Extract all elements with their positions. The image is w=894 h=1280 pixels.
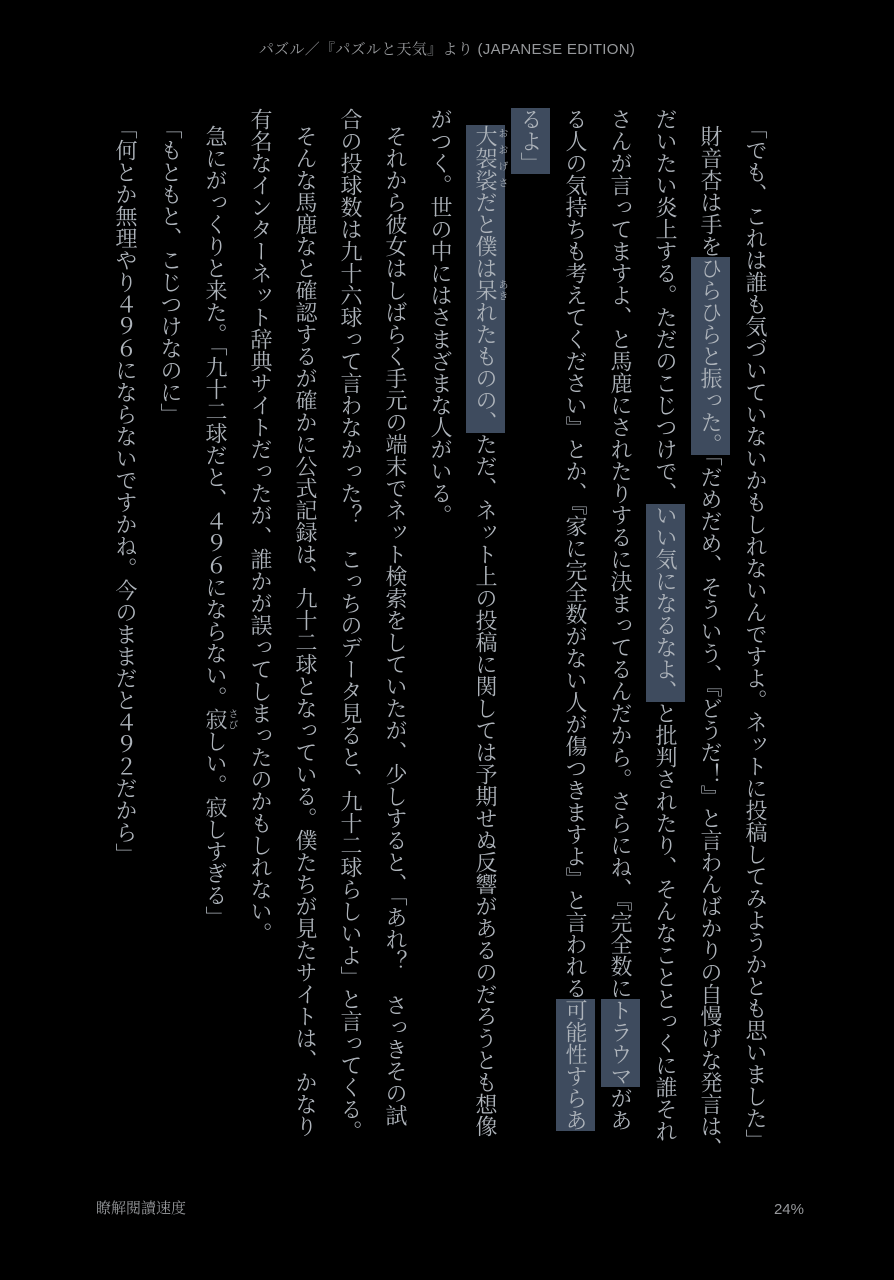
highlighted-text[interactable]: 呆あき bbox=[466, 279, 505, 301]
highlighted-text[interactable]: れたものの、 bbox=[466, 301, 505, 433]
reading-page[interactable] bbox=[96, 108, 778, 1164]
highlighted-text[interactable]: トラウマ bbox=[601, 999, 640, 1087]
text-segment: 「でも、これは誰も気づいていないかもしれないんですよ。ネットに投稿してみようかとも思いました」 bbox=[743, 116, 768, 1151]
text-segment: しい。寂しすぎる」 bbox=[203, 729, 228, 928]
text-column bbox=[328, 108, 373, 1164]
text-column bbox=[418, 108, 463, 1164]
highlighted-text[interactable]: るよ」 bbox=[511, 108, 550, 174]
text-column bbox=[643, 108, 688, 1164]
text-segment: 「だめだめ、そういう、『どうだ！』と言わんばかりの自慢げな発言は、 bbox=[698, 454, 723, 1159]
highlighted-text[interactable]: いい気になるなよ、 bbox=[646, 504, 685, 702]
highlighted-text[interactable]: 大袈裟おおげさ bbox=[466, 125, 505, 191]
text-segment: と批判されたり、そんなこととっくに誰それ bbox=[653, 702, 678, 1142]
text-column bbox=[553, 108, 598, 1164]
text-segment: それから彼女はしばらく手元の端末でネット検索をしていたが、少しすると、「あれ？ さっきその試 bbox=[383, 124, 408, 1126]
reading-speed-label: 瞭解閱讀速度 bbox=[96, 1200, 187, 1217]
text-segment: 有名なインターネット辞典サイトだったが、誰かが誤ってしまったのかもしれない。 bbox=[248, 108, 273, 944]
text-segment: 寂さび bbox=[203, 707, 237, 730]
text-segment: 「何とか無理やり４９６にならないですかね。今のままだと４９２だから」 bbox=[113, 116, 138, 865]
text-column bbox=[193, 108, 238, 1164]
text-column bbox=[598, 108, 643, 1164]
highlighted-text[interactable]: だと僕は bbox=[466, 191, 505, 279]
progress-percent: 24% bbox=[773, 1201, 804, 1218]
text-segment: 財音杏は手を bbox=[698, 124, 723, 257]
text-segment: 「もともと、こじつけなのに」 bbox=[158, 116, 183, 425]
text-column bbox=[238, 108, 283, 1164]
text-column bbox=[148, 108, 193, 1164]
text-column bbox=[733, 108, 778, 1164]
text-segment: る人の気持ちも考えてください』とか、『家に完全数がない人が傷つきますよ』と言われる bbox=[563, 108, 588, 999]
text-column bbox=[508, 108, 553, 1164]
book-title-header: パズル／『パズルと天気』より (JAPANESE EDITION) bbox=[258, 41, 636, 58]
highlighted-text[interactable]: ひらひらと振った。 bbox=[691, 257, 730, 455]
text-column bbox=[103, 108, 148, 1164]
text-segment: がつく。世の中にはさまざまな人がいる。 bbox=[428, 108, 453, 526]
text-segment: だいたい炎上する。ただのこじつけで、 bbox=[653, 108, 678, 504]
text-segment: 急にがっくりと来た。「九十二球だと、４９６にならない。 bbox=[203, 124, 228, 708]
text-segment: さんが言ってますよ、と馬鹿にされたりするに決まってるんだから。さらにね、『完全数に bbox=[608, 108, 633, 999]
text-column bbox=[373, 108, 418, 1164]
text-segment: があ bbox=[608, 1087, 633, 1131]
highlighted-text[interactable]: 可能性すらあ bbox=[556, 999, 595, 1131]
text-segment: 合の投球数は九十六球って言わなかった？ こっちのデータ見ると、九十二球らしいよ」と言ってくる。 bbox=[338, 108, 363, 1142]
text-column bbox=[688, 108, 733, 1164]
text-segment: ただ、ネット上の投稿に関しては予期せぬ反響があるのだろうとも想像 bbox=[473, 432, 498, 1137]
text-segment: そんな馬鹿なと確認するが確かに公式記録は、九十二球となっている。僕たちが見たサイトは、かなり bbox=[293, 124, 318, 1137]
text-column bbox=[283, 108, 328, 1164]
text-column bbox=[463, 108, 508, 1164]
